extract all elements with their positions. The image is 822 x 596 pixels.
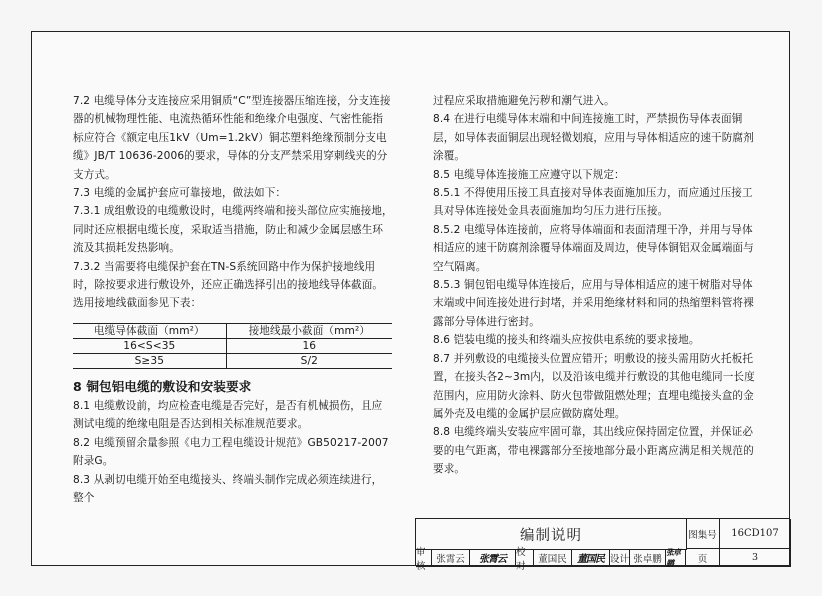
- clause-8-8: 8.8 电缆终端头安装应牢固可靠，其出线应保持固定位置，并保证必要的电气距离，带电裸露部分至接地部分最小距离应满足相关规范的要求。: [433, 426, 754, 476]
- clause-7-3-1: 7.3.1 成组敷设的电缆敷设时，电缆两终端和接头部位应实施接地，同时还应根据电缆长度，采取适当措施，防止和减少金属层感生环流及其损耗发热影响。: [73, 205, 393, 255]
- clause-8-7: 8.7 并列敷设的电缆接头位置应错开；明敷设的接头需用防火托板托置，在接头各2~3m内，以及沿该电缆并行敷设的其他电缆同一长度范围内，应用防火涂料、防火包带做阻燃处理；直埋电缆接头盒的金属外壳及电缆的金属护层应做防腐处理。: [433, 352, 755, 420]
- table-row: [73, 353, 392, 368]
- reviewer-name: 张霄云: [432, 549, 470, 567]
- design-label: 设计: [610, 549, 630, 567]
- review-label: 审核: [416, 549, 432, 567]
- table-header-cell: 电缆导体截面（mm²）: [73, 323, 226, 338]
- table-header-cell: 接地线最小截面（mm²）: [226, 323, 392, 338]
- clause-8-5-2: 8.5.2 电缆导体连接前，应将导体端面和表面清理干净，并用与导体相适应的速干防腐剂涂覆导体端面及周边，使导体铜铝双金属端面与空气隔离。: [433, 223, 754, 273]
- clause-8-3: 8.3 从剥切电缆开始至电缆接头、终端头制作完成必须连续进行，整个: [73, 473, 383, 504]
- atlas-number-label: 图集号: [686, 519, 720, 549]
- checker-name: 董国民: [534, 549, 572, 567]
- clause-8-5-1: 8.5.1 不得使用压接工具直接对导体表面施加压力，而应通过压接工具对导体连接处金具表面施加均匀压力进行压接。: [433, 187, 753, 218]
- page-label: 页: [686, 549, 720, 567]
- designer-name: 张卓鹏: [630, 549, 666, 567]
- grounding-section-table: [73, 323, 392, 369]
- table-cell: S≥35: [73, 353, 226, 368]
- title-block: [415, 518, 790, 572]
- clause-8-5: 8.5 电缆导体连接施工应遵守以下规定：: [433, 168, 625, 181]
- section-8-heading: 8 铜包铝电缆的敷设和安装要求: [73, 378, 252, 394]
- table-cell: 16: [226, 338, 392, 353]
- clause-8-1: 8.1 电缆敷设前，均应检查电缆是否完好，是否有机械损伤，且应测试电缆的绝缘电阻是否达到相关标准规范要求。: [73, 399, 383, 431]
- table-cell: 16<S<35: [73, 338, 226, 353]
- left-column: [73, 92, 393, 507]
- page-number: 3: [720, 549, 791, 567]
- table-row: [73, 338, 392, 353]
- clause-7-2: 7.2 电缆导体分支连接应采用铜质“C”型连接器压缩连接，分支连接器的机械物理性能、电流热循环性能和绝缘介电强度、气密性能指标应符合《额定电压1kV（Um=1.2kV）铜芯塑料绝缘预制分支电缆》JB/T 10636-2006的要求，导体的分支严禁采用穿刺线夹的分支方式。: [73, 95, 391, 181]
- designer-signature: 张卓鹏: [666, 549, 686, 567]
- right-column: [433, 92, 755, 479]
- clause-7-3: 7.3 电缆的金属护套应可靠接地，做法如下：: [73, 187, 287, 200]
- clause-8-3-continued: 过程应采取措施避免污秽和潮气进入。: [433, 95, 615, 107]
- clause-8-6: 8.6 铠装电缆的接头和终端头应按供电系统的要求接地。: [433, 334, 700, 347]
- clause-8-4: 8.4 在进行电缆导体末端和中间连接施工时，严禁损伤导体表面铜层，如导体表面铜层出现轻微划痕，应用与导体相适应的速干防腐剂涂覆。: [433, 113, 754, 163]
- table-header-row: [73, 323, 392, 338]
- clause-7-3-2: 7.3.2 当需要将电缆保护套在TN-S系统回路中作为保护接地线用时，除按要求进行敷设外，还应正确选择引出的接地线导体截面。选用接地线截面参见下表：: [73, 260, 384, 310]
- sheet-title: 编制说明: [416, 519, 687, 550]
- clause-8-2: 8.2 电缆预留余量参照《电力工程电缆设计规范》GB50217-2007附录G。: [73, 436, 389, 468]
- reviewer-signature: 张霄云: [470, 549, 516, 567]
- table-cell: S/2: [226, 353, 392, 368]
- checker-signature: 董国民: [572, 549, 610, 567]
- clause-8-5-3: 8.5.3 铜包铝电缆导体连接后，应用与导体相适应的速干树脂对导体末端或中间连接处进行封堵，并采用绝缘材料和同的热缩塑料管将裸露部分导体进行密封。: [433, 279, 754, 328]
- atlas-number: 16CD107: [720, 519, 791, 549]
- check-label: 校对: [516, 549, 534, 567]
